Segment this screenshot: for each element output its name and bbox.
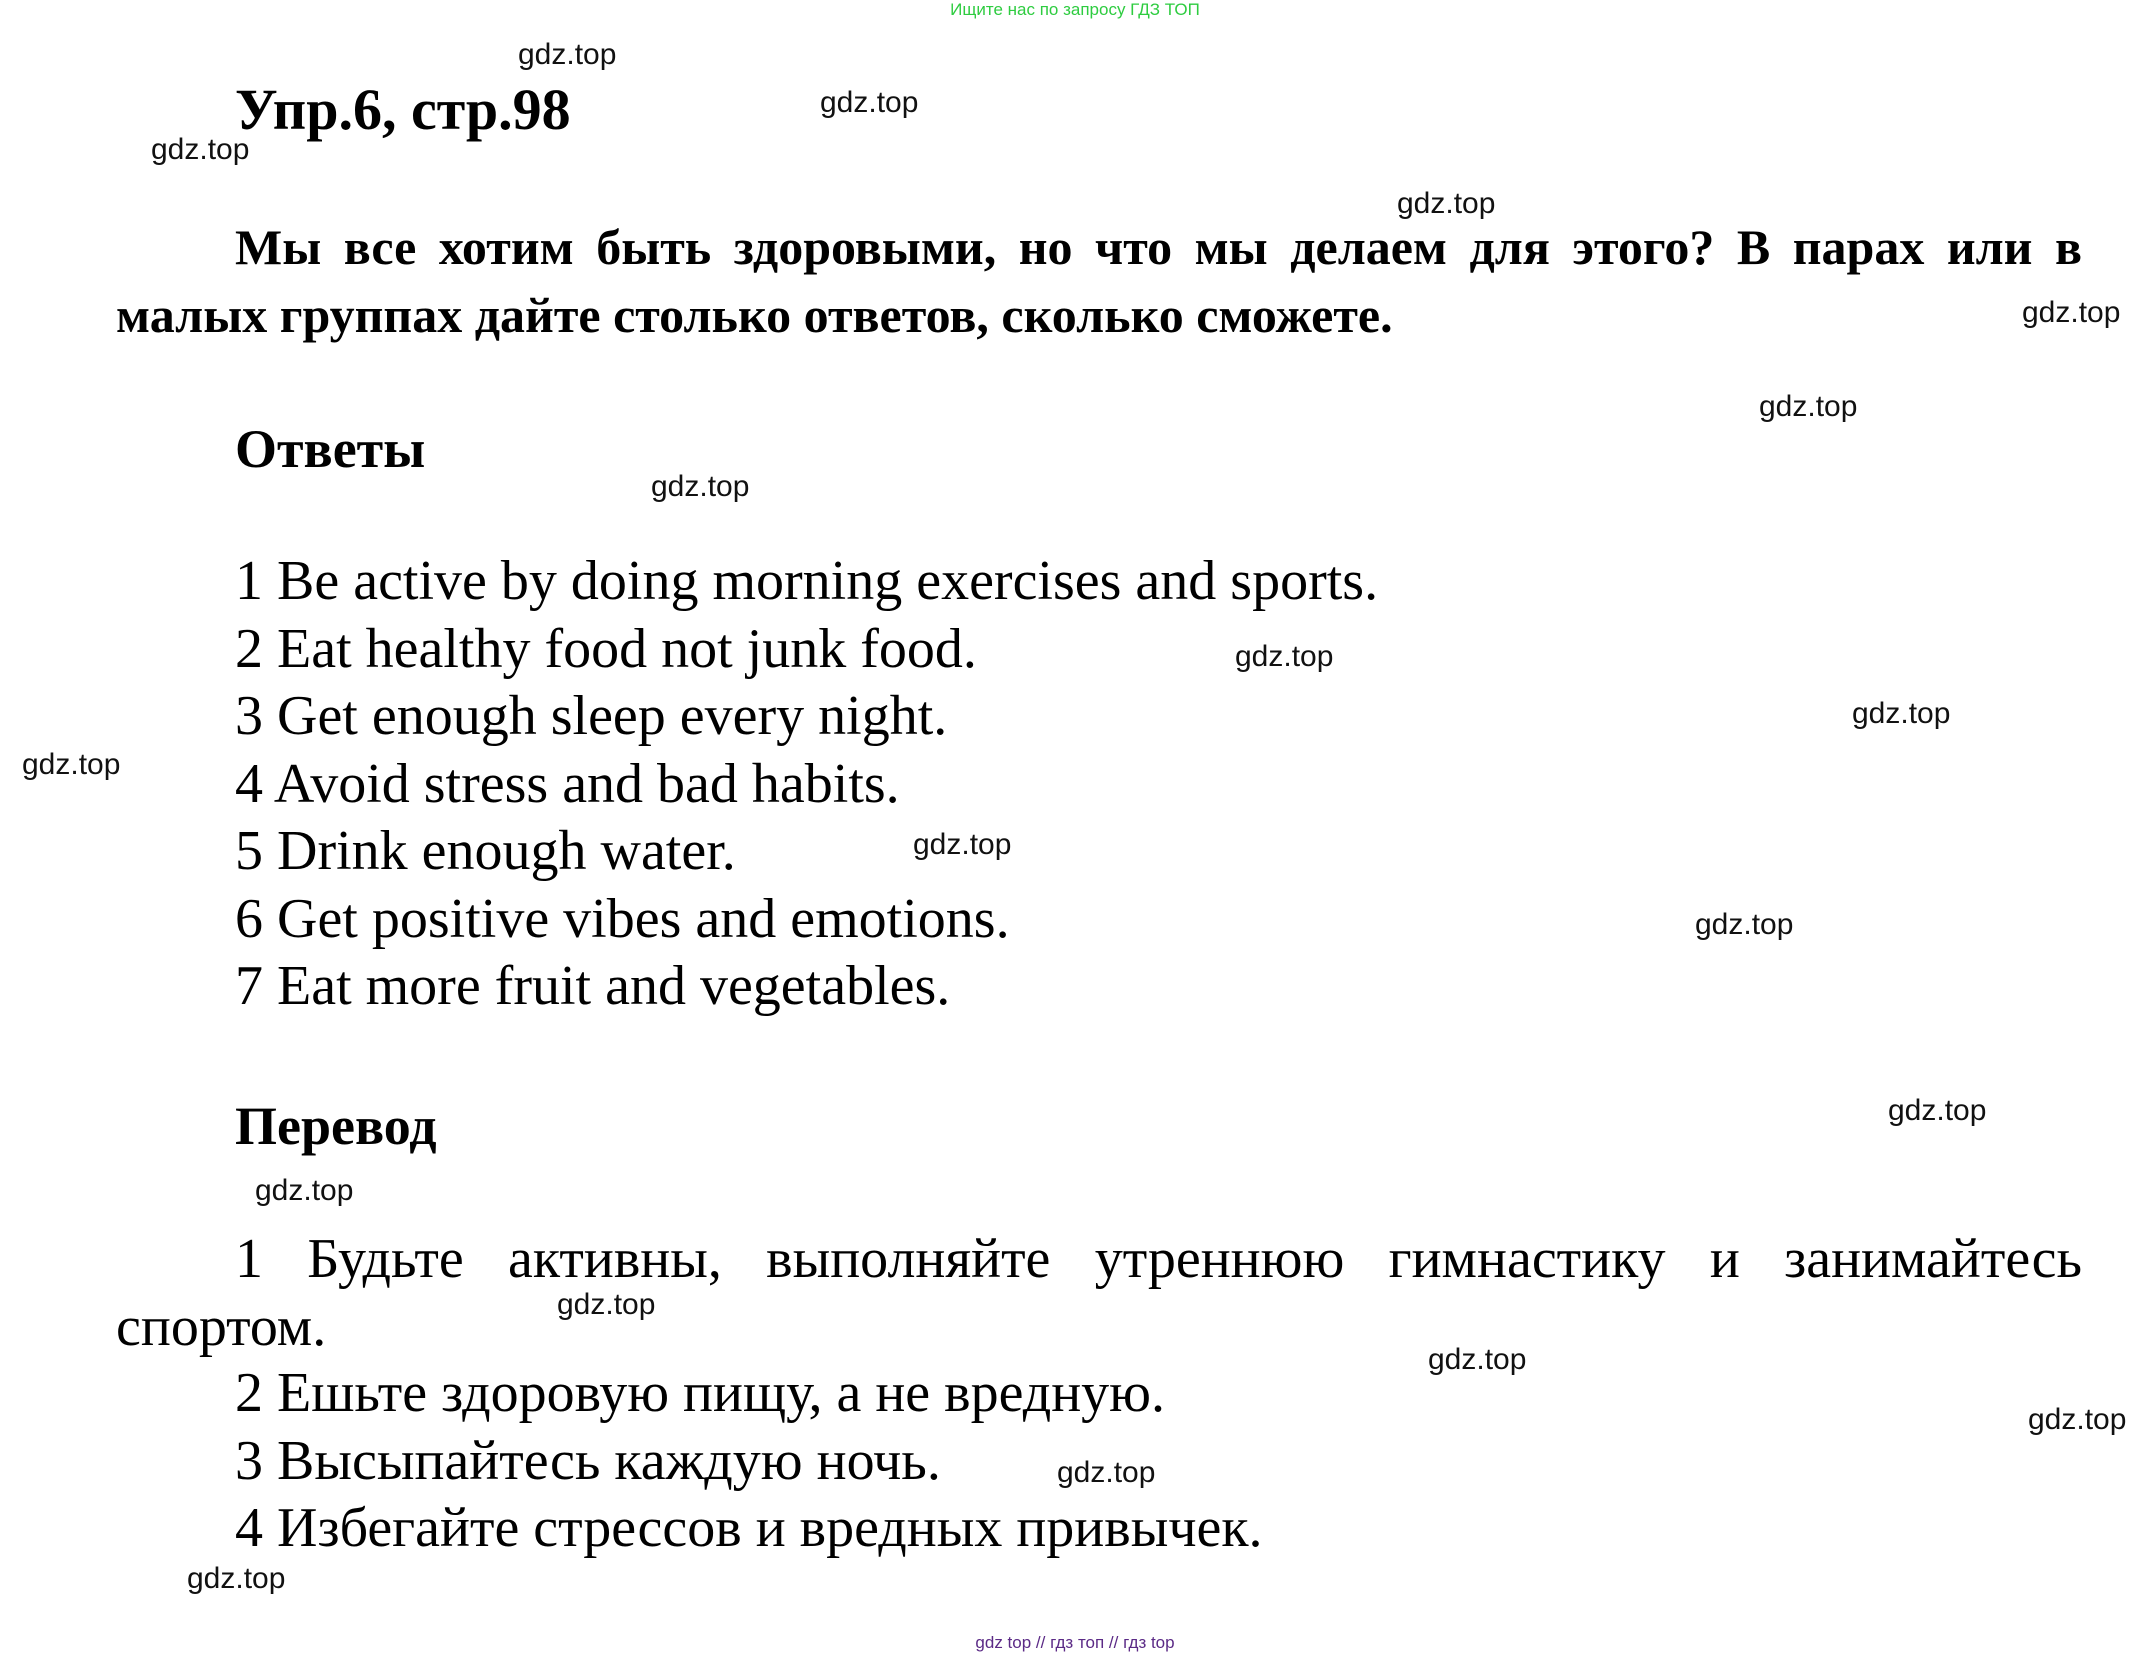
answer-item: 6 Get positive vibes and emotions. bbox=[235, 887, 1010, 950]
watermark: gdz.top bbox=[1852, 697, 1951, 730]
watermark: gdz.top bbox=[1397, 187, 1496, 220]
watermark: gdz.top bbox=[1759, 390, 1858, 423]
watermark: gdz.top bbox=[22, 748, 121, 781]
watermark: gdz.top bbox=[1235, 640, 1334, 673]
translation-item: 4 Избегайте стрессов и вредных привычек. bbox=[235, 1497, 1263, 1559]
page-title: Упр.6, стр.98 bbox=[235, 77, 571, 142]
top-banner[interactable]: Ищите нас по запросу ГДЗ ТОП bbox=[950, 0, 1200, 19]
answer-item: 5 Drink enough water. bbox=[235, 820, 736, 882]
watermark: gdz.top bbox=[820, 86, 919, 119]
translation-item: 3 Высыпайтесь каждую ночь. bbox=[235, 1429, 941, 1492]
watermark: gdz.top bbox=[518, 38, 617, 71]
watermark: gdz.top bbox=[557, 1288, 656, 1321]
footer-links[interactable]: gdz top // гдз топ // гдз top bbox=[975, 1633, 1175, 1652]
answer-item: 4 Avoid stress and bad habits. bbox=[235, 752, 900, 815]
answers-list bbox=[235, 548, 1378, 1021]
watermark: gdz.top bbox=[1695, 908, 1794, 941]
answer-item: 7 Eat more fruit and vegetables. bbox=[235, 955, 951, 1017]
watermark: gdz.top bbox=[1888, 1094, 1987, 1127]
watermark: gdz.top bbox=[255, 1174, 354, 1207]
watermark: gdz.top bbox=[1057, 1456, 1156, 1489]
answer-item: 1 Be active by doing morning exercises and sports. bbox=[235, 550, 1379, 612]
task-statement: Мы все хотим быть здоровыми, но что мы делаем для этого? В парах или в малых группах дайте столько ответов, сколько сможете. bbox=[116, 219, 2082, 343]
answer-item: 2 Eat healthy food not junk food. bbox=[235, 617, 977, 680]
watermark: gdz.top bbox=[1428, 1343, 1527, 1376]
watermark: gdz.top bbox=[151, 133, 250, 166]
watermark: gdz.top bbox=[2028, 1403, 2127, 1436]
answer-item: 3 Get enough sleep every night. bbox=[235, 685, 948, 747]
watermark: gdz.top bbox=[913, 828, 1012, 861]
watermark: gdz.top bbox=[651, 470, 750, 503]
translation-heading: Перевод bbox=[235, 1096, 437, 1156]
translation-item: 1 Будьте активны, выполняйте утреннюю гимнастику и занимайтесь спортом. bbox=[116, 1228, 2082, 1358]
translation-item: 2 Ешьте здоровую пищу, а не вредную. bbox=[235, 1362, 1166, 1424]
watermark: gdz.top bbox=[2022, 296, 2121, 329]
answers-heading: Ответы bbox=[235, 419, 426, 479]
watermark: gdz.top bbox=[187, 1562, 286, 1595]
